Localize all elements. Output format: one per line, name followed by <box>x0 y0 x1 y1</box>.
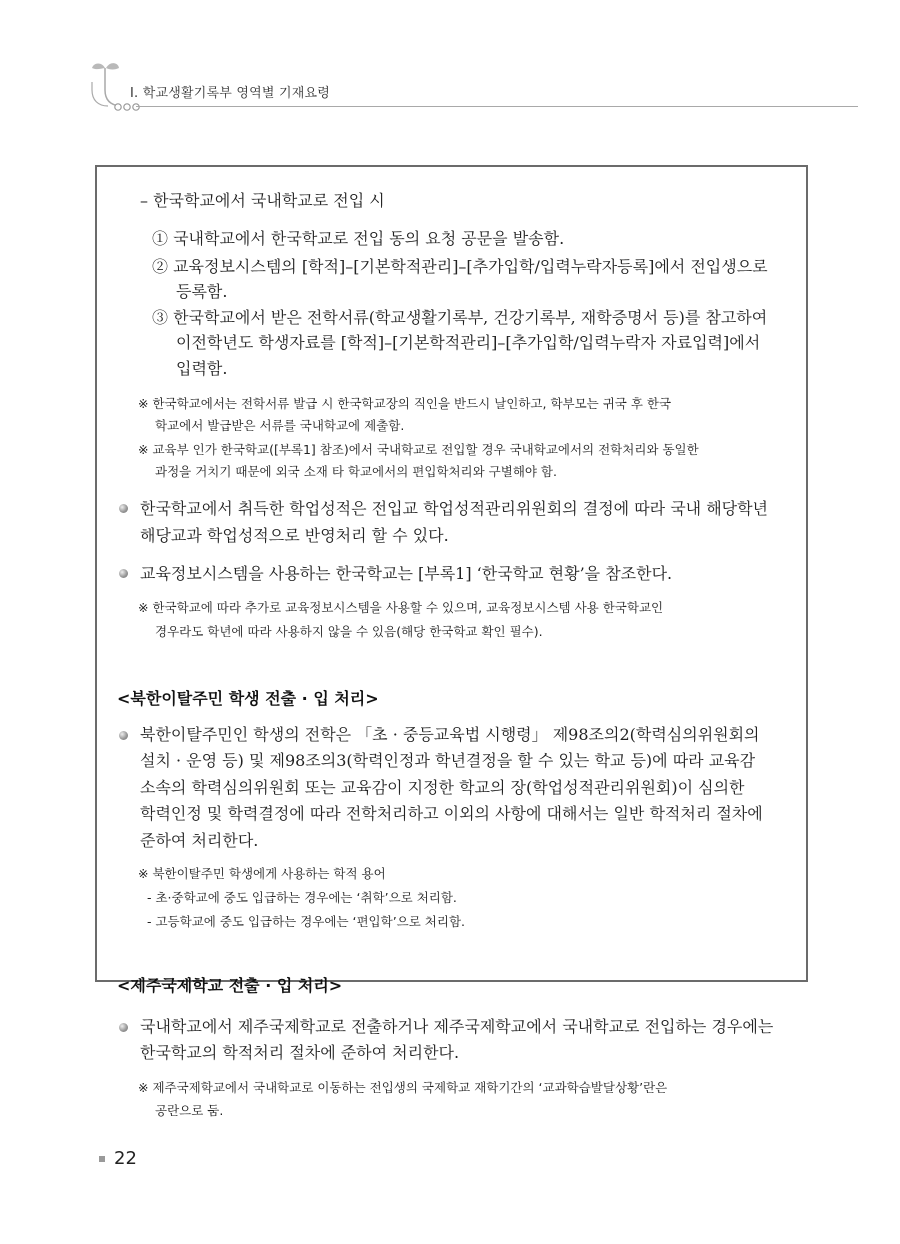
page-header <box>78 60 858 120</box>
bullet-icon <box>119 731 128 740</box>
paragraph-line: 교육정보시스템을 사용하는 한국학교는 [부록1] ‘한국학교 현황’을 참조한다. <box>140 564 673 583</box>
chapter-title: Ⅰ. 학교생활기록부 영역별 기재요령 <box>130 86 330 101</box>
subsection-line: – 한국학교에서 국내학교로 전입 시 <box>140 191 385 210</box>
paragraph-line: 북한이탈주민인 학생의 전학은 「초 · 중등교육법 시행령」 제98조의2(학력심의위원회의 <box>140 725 760 744</box>
note-text: - 고등학교에 중도 입급하는 경우에는 ‘편입학’으로 처리함. <box>147 914 465 929</box>
section-heading: <북한이탈주민 학생 전출 · 입 처리> <box>117 689 379 708</box>
note-text: - 초·중학교에 중도 입급하는 경우에는 ‘취학’으로 처리함. <box>147 890 457 905</box>
paragraph-line: 한국학교에서 취득한 학업성적은 전입교 학업성적관리위원회의 결정에 따라 국내 해당학년 <box>140 499 769 518</box>
paragraph-line: 해당교과 학업성적으로 반영처리 할 수 있다. <box>140 526 449 545</box>
step-item-cont: 입력함. <box>176 359 228 378</box>
note-text: ※ 북한이탈주민 학생에게 사용하는 학적 용어 <box>138 866 386 881</box>
bullet-icon <box>119 504 128 513</box>
step-item: ③ 한국학교에서 받은 전학서류(학교생활기록부, 건강기록부, 재학증명서 등)를 참고하여 <box>152 308 768 327</box>
page-number: 22 <box>114 1148 137 1169</box>
bullet-icon <box>119 569 128 578</box>
step-item: ② 교육정보시스템의 [학적]–[기본학적관리]–[추가입학/입력누락자등록]에서 전입생으로 <box>152 257 768 276</box>
note-text: ※ 한국학교에 따라 추가로 교육정보시스템을 사용할 수 있으며, 교육정보시스템 사용 한국학교인 <box>138 600 664 615</box>
page-marker-icon <box>99 1156 105 1162</box>
note-text: ※ 교육부 인가 한국학교([부록1] 참조)에서 국내학교로 전입할 경우 국내학교에서의 전학처리와 동일한 <box>138 442 699 457</box>
step-item-cont: 이전학년도 학생자료를 [학적]–[기본학적관리]–[추가입학/입력누락자 자료입력]에서 <box>176 333 761 352</box>
step-item: ① 국내학교에서 한국학교로 전입 동의 요청 공문을 발송함. <box>152 229 565 248</box>
note-text: 경우라도 학년에 따라 사용하지 않을 수 있음(해당 한국학교 확인 필수). <box>155 624 543 639</box>
section-heading: <제주국제학교 전출 · 입 처리> <box>117 976 343 995</box>
paragraph-line: 설치 · 운영 등) 및 제98조의3(학력인정과 학년결정을 할 수 있는 학교 등)에 따라 교육감 <box>140 751 756 770</box>
header-divider <box>136 106 858 107</box>
paragraph-line: 준하여 처리한다. <box>140 831 259 850</box>
bullet-icon <box>119 1023 128 1032</box>
note-text: 학교에서 발급받은 서류를 국내학교에 제출함. <box>155 418 405 433</box>
paragraph-line: 학력인정 및 학력결정에 따라 전학처리하고 이외의 사항에 대해서는 일반 학적처리 절차에 <box>140 804 763 823</box>
note-text: 과정을 거치기 때문에 외국 소재 타 학교에서의 편입학처리와 구별해야 함. <box>155 464 557 479</box>
paragraph-line: 국내학교에서 제주국제학교로 전출하거나 제주국제학교에서 국내학교로 전입하는 경우에는 <box>140 1017 774 1036</box>
note-text: 공란으로 둠. <box>155 1103 224 1118</box>
note-text: ※ 제주국제학교에서 국내학교로 이동하는 전입생의 국제학교 재학기간의 ‘교과학습발달상황’란은 <box>138 1080 668 1095</box>
step-item-cont: 등록함. <box>176 282 228 301</box>
note-text: ※ 한국학교에서는 전학서류 발급 시 한국학교장의 직인을 반드시 날인하고, 학부모는 귀국 후 한국 <box>138 396 672 411</box>
paragraph-line: 한국학교의 학적처리 절차에 준하여 처리한다. <box>140 1043 460 1062</box>
paragraph-line: 소속의 학력심의위원회 또는 교육감이 지정한 학교의 장(학업성적관리위원회)이 심의한 <box>140 778 745 797</box>
